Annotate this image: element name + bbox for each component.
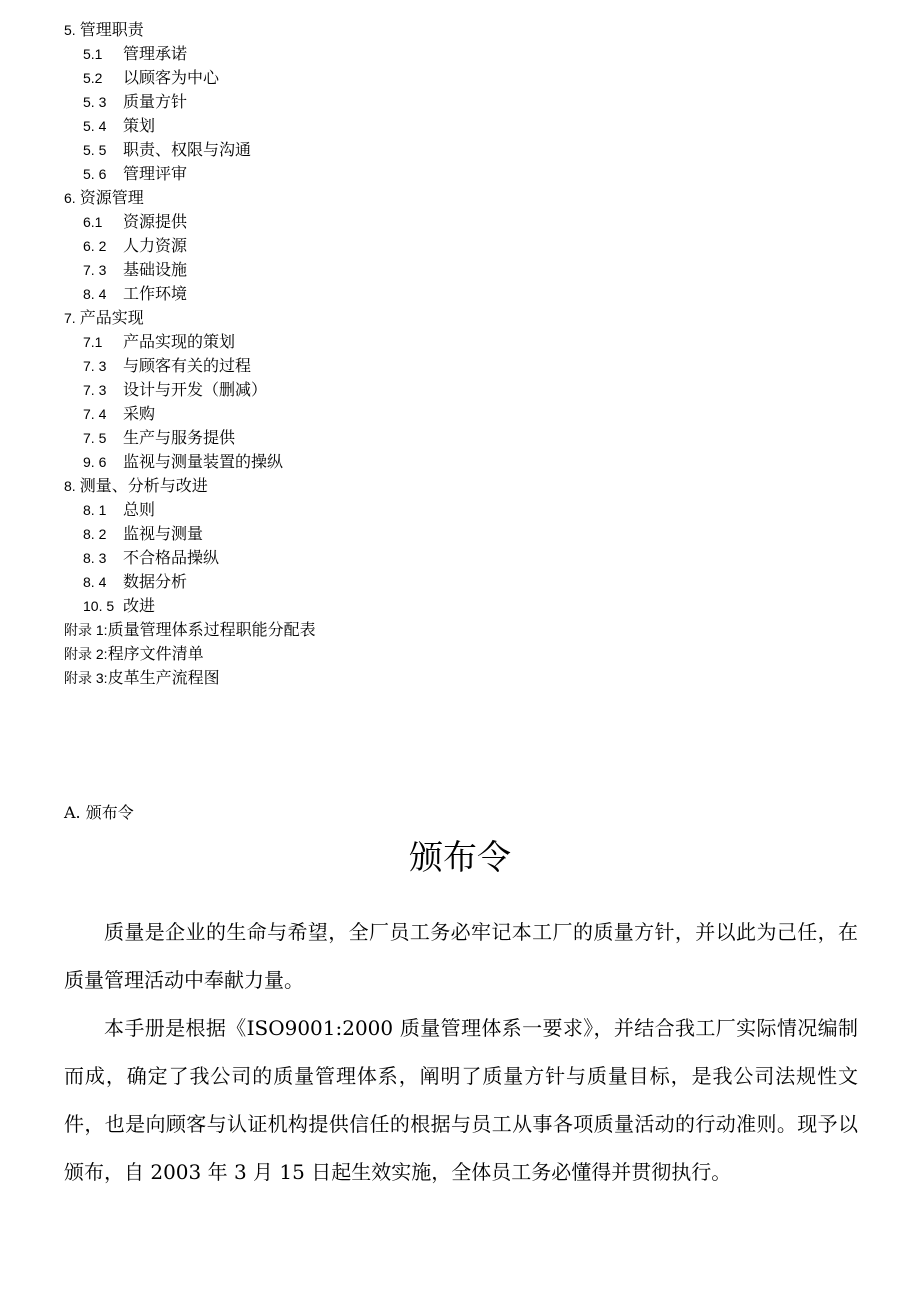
toc-item [64, 570, 824, 594]
toc-item-label: 数据分析 [123, 572, 188, 591]
toc-item-number: 8. 3 [83, 550, 107, 566]
toc-item-number: 7. 3 [83, 358, 107, 374]
toc-item-label: 测量、分析与改进 [79, 476, 208, 495]
toc-item-number: 8. 2 [83, 526, 107, 542]
toc-item-number: 附录 3: [64, 670, 108, 686]
toc-item-number: 7. 4 [83, 406, 107, 422]
toc-item-label: 管理评审 [123, 164, 188, 183]
toc-item [64, 258, 824, 282]
toc-item-label: 不合格品操纵 [123, 548, 220, 567]
toc-item-label: 程序文件清单 [107, 644, 204, 663]
toc-item-number: 5. 5 [83, 142, 107, 158]
toc-item-number: 5. 4 [83, 118, 107, 134]
toc-item [64, 666, 824, 690]
toc-item [64, 66, 824, 90]
toc-item-number: 7.1 [83, 334, 103, 350]
paragraph-1: 质量是企业的生命与希望，全厂员工务必牢记本工厂的质量方针，并以此为己任，在质量管理活动中奉献力量。 [64, 920, 858, 992]
toc-item-label: 与顾客有关的过程 [123, 356, 252, 375]
toc-item-number: 7. 3 [83, 262, 107, 278]
toc-item-number: 7. 3 [83, 382, 107, 398]
toc-item-number: 8. 4 [83, 286, 107, 302]
toc-item-label: 工作环境 [123, 284, 188, 303]
toc-item [64, 354, 824, 378]
toc-item-label: 基础设施 [123, 260, 188, 279]
toc-item [64, 474, 824, 498]
toc-item [64, 18, 824, 42]
toc-item [64, 162, 824, 186]
toc-item-label: 以顾客为中心 [123, 68, 220, 87]
toc-item-label: 总则 [123, 500, 156, 519]
toc-item-label: 质量方针 [123, 92, 188, 111]
toc-item [64, 210, 824, 234]
toc-item-label: 监视与测量 [123, 524, 204, 543]
toc-item [64, 90, 824, 114]
toc-item-number: 8. 1 [83, 502, 107, 518]
document-title: 颁布令 [409, 838, 511, 878]
toc-item [64, 546, 824, 570]
toc-item-number: 9. 6 [83, 454, 107, 470]
toc-item-label: 设计与开发（删减） [123, 380, 268, 399]
toc-item-number: 6.1 [83, 214, 103, 230]
toc-item-label: 策划 [123, 116, 156, 135]
toc-item [64, 114, 824, 138]
toc-item-label: 采购 [123, 404, 156, 423]
toc-item-number: 5. 6 [83, 166, 107, 182]
toc-item [64, 306, 824, 330]
toc-item [64, 330, 824, 354]
toc-item-label: 监视与测量装置的操纵 [123, 452, 284, 471]
toc-item [64, 234, 824, 258]
toc-item-number: 8. 4 [83, 574, 107, 590]
toc-item [64, 426, 824, 450]
toc-item-label: 资源管理 [79, 188, 144, 207]
toc-item-label: 产品实现 [79, 308, 144, 327]
toc-item-label: 改进 [123, 596, 156, 615]
toc-item-label: 皮革生产流程图 [107, 668, 220, 687]
toc-item-label: 资源提供 [123, 212, 188, 231]
toc-item-number: 5. 3 [83, 94, 107, 110]
toc-item [64, 186, 824, 210]
toc-item-number: 5. [64, 22, 76, 38]
toc-item [64, 618, 824, 642]
toc-item-label: 质量管理体系过程职能分配表 [107, 620, 316, 639]
toc-item-label: 管理承诺 [123, 44, 188, 63]
toc-item [64, 378, 824, 402]
toc-item-label: 产品实现的策划 [123, 332, 236, 351]
paragraph-2: 本手册是根据《ISO9001:2000 质量管理体系一要求》，并结合我工厂实际情况编制而成，确定了我公司的质量管理体系，阐明了质量方针与质量目标，是我公司法规性文件，也是向顾客与认证机构提供信任的根据与员工从事各项质量活动的行动准则。现予以颁布，自 2003 年 3 月 15 日起生效实施，全体员工务必懂得并贯彻执行。 [64, 1016, 858, 1184]
toc-item [64, 450, 824, 474]
toc-item-number: 5.1 [83, 46, 103, 62]
toc-item-label: 人力资源 [123, 236, 188, 255]
table-of-contents [64, 18, 824, 690]
toc-item [64, 138, 824, 162]
toc-item-number: 10. 5 [83, 598, 115, 614]
toc-item [64, 498, 824, 522]
toc-item-number: 5.2 [83, 70, 103, 86]
toc-item [64, 402, 824, 426]
toc-item [64, 642, 824, 666]
body-text [64, 908, 858, 1196]
toc-item-number: 6. [64, 190, 76, 206]
toc-item [64, 42, 824, 66]
toc-item [64, 522, 824, 546]
toc-item-number: 附录 2: [64, 646, 108, 662]
toc-item-label: 管理职责 [79, 20, 144, 39]
toc-item [64, 282, 824, 306]
toc-item-label: 生产与服务提供 [123, 428, 236, 447]
toc-item-number: 附录 1: [64, 622, 108, 638]
toc-item-number: 7. 5 [83, 430, 107, 446]
toc-item-number: 8. [64, 478, 76, 494]
toc-item-label: 职责、权限与沟通 [123, 140, 252, 159]
toc-item-number: 7. [64, 310, 76, 326]
section-label: A. 颁布令 [64, 803, 134, 822]
toc-item [64, 594, 824, 618]
toc-item-number: 6. 2 [83, 238, 107, 254]
